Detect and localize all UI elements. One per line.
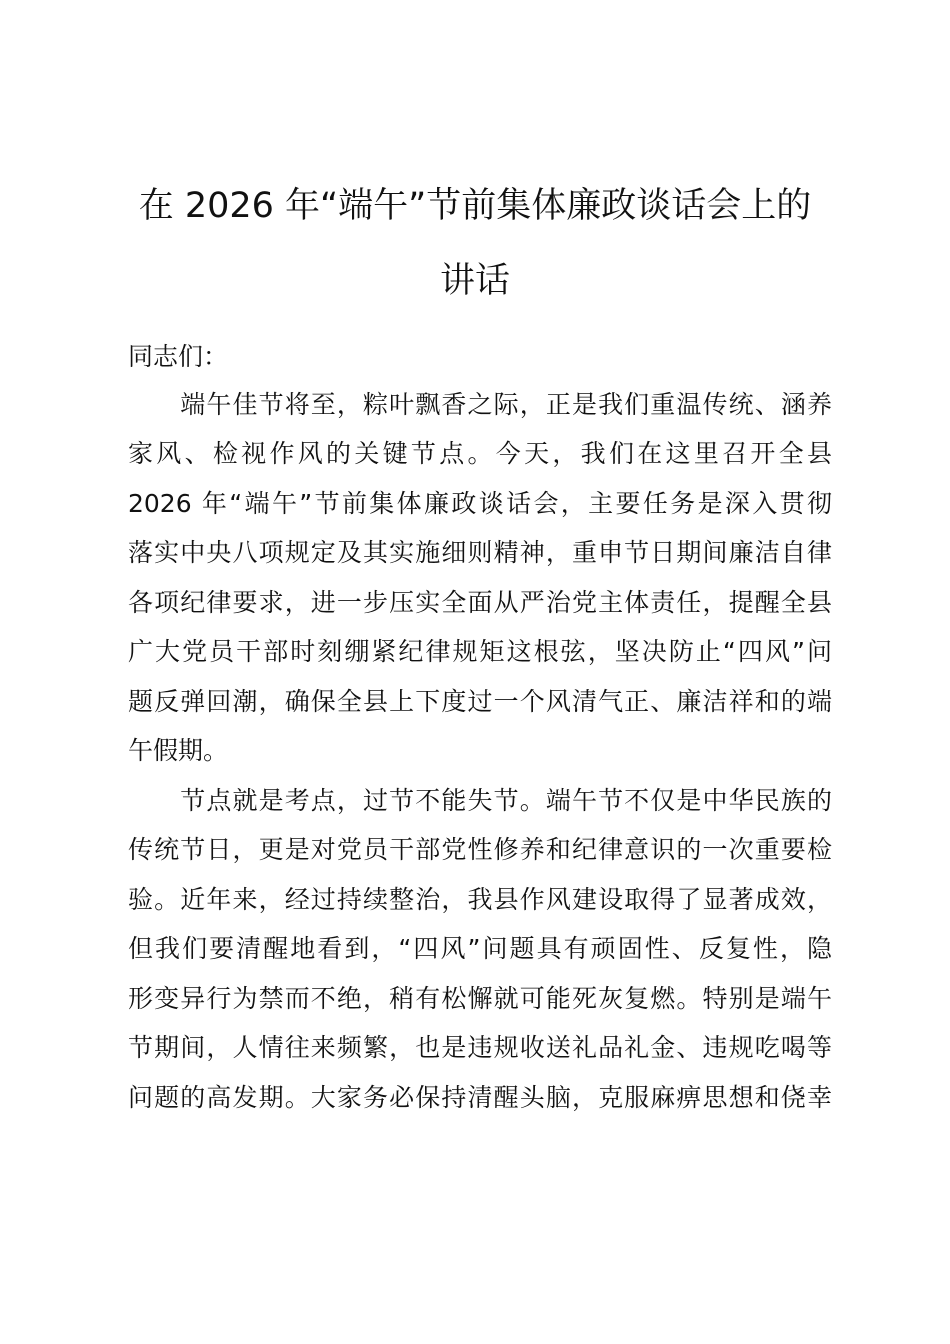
paragraph-2-line-4: 但我们要清醒地看到，“四风”问题具有顽固性、反复性，隐 bbox=[128, 934, 832, 963]
paragraph-1-line-5: 各项纪律要求，进一步压实全面从严治党主体责任，提醒全县 bbox=[128, 588, 832, 617]
paragraph-2-line-5: 形变异行为禁而不绝，稍有松懈就可能死灰复燃。特别是端午 bbox=[128, 984, 832, 1013]
document-title-line-1: 在 2026 年“端午”节前集体廉政谈话会上的 bbox=[138, 186, 812, 226]
document-title-line-2: 讲话 bbox=[439, 261, 510, 301]
paragraph-2-line-6: 节期间，人情往来频繁，也是违规收送礼品礼金、违规吃喝等 bbox=[128, 1033, 832, 1062]
paragraph-2-line-3: 验。近年来，经过持续整治，我县作风建设取得了显著成效， bbox=[128, 885, 832, 914]
paragraph-1-line-8: 午假期。 bbox=[128, 736, 229, 765]
paragraph-2-line-2: 传统节日，更是对党员干部党性修养和纪律意识的一次重要检 bbox=[128, 835, 832, 864]
paragraph-2-line-7: 问题的高发期。大家务必保持清醒头脑，克服麻痹思想和侥幸 bbox=[128, 1083, 832, 1112]
paragraph-1-line-3: 2026 年“端午”节前集体廉政谈话会，主要任务是深入贯彻 bbox=[128, 489, 832, 518]
salutation: 同志们： bbox=[128, 342, 229, 371]
paragraph-2-line-1: 节点就是考点，过节不能失节。端午节不仅是中华民族的 bbox=[128, 786, 832, 815]
paragraph-1-line-4: 落实中央八项规定及其实施细则精神，重申节日期间廉洁自律 bbox=[128, 538, 832, 567]
paragraph-1-line-1: 端午佳节将至，粽叶飘香之际，正是我们重温传统、涵养 bbox=[128, 390, 832, 419]
paragraph-1-line-6: 广大党员干部时刻绷紧纪律规矩这根弦，坚决防止“四风”问 bbox=[128, 637, 832, 666]
paragraph-1-line-7: 题反弹回潮，确保全县上下度过一个风清气正、廉洁祥和的端 bbox=[128, 687, 832, 716]
paragraph-1-line-2: 家风、检视作风的关键节点。今天，我们在这里召开全县 bbox=[128, 439, 832, 468]
